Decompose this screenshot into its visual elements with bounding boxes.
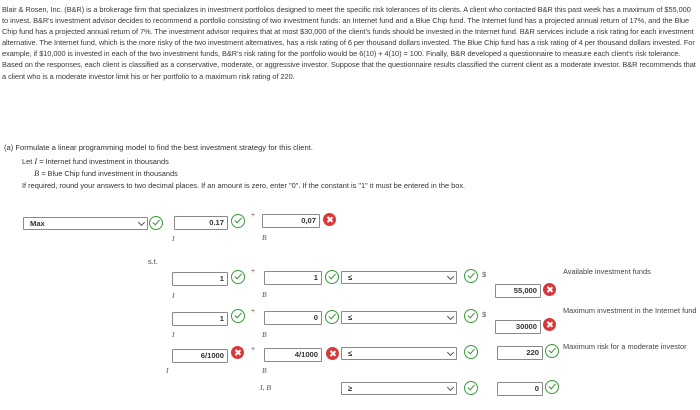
var-I-symbol: I [34,157,38,166]
plus-sign: + [251,308,256,315]
c2-var-B: B [262,330,267,339]
variable-definition-B [34,169,178,178]
objective-var-I: I [172,234,175,243]
check-icon [231,270,245,284]
check-icon [325,310,339,324]
check-icon [545,344,559,358]
var-B-symbol: B [34,169,40,178]
instructions: If required, round your answers to two decimal places. If an amount is zero, enter "0". If the constant is "1" it must be entered in the box. [22,181,466,190]
c3-note: Maximum risk for a moderate investor [563,342,687,351]
incorrect-icon [543,283,556,296]
nonneg-relation-select[interactable] [341,382,457,395]
objective-var-B: B [262,233,267,242]
nonneg-rhs-input[interactable]: 0 [497,382,543,396]
c3-var-I: I [166,366,169,375]
check-icon [464,381,478,395]
problem-statement: Blair & Rosen, Inc. (B&R) is a brokerage firm that specializes in investment portfolios designed to meet the specific risk tolerances of its clients. A client who contacted B&R this past week has a maximum of $55,000 to invest. B&R's investment advisor decides to recommend a portfolio consisting of two investment funds: an Internet fund and a Blue Chip fund. The Internet fund has a projected annual return of 17%, and the Blue Chip fund has a projected annual return of 7%. The investment advisor requires that at most $30,000 of the client's funds should be invested in the Internet fund. B&R services include a risk rating for each investment alternative. The Internet fund, which is the more risky of the two investment alternatives, has a risk rating of 6 per thousand dollars invested. The Blue Chip fund has a risk rating of 4 per thousand dollars invested. For example, if $10,000 is invested in each of the two investment funds, B&R's risk rating for the portfolio would be 6(10) + 4(10) = 100. Finally, B&R developed a questionnaire to measure each client's risk tolerance. Based on the responses, each client is classified as a conservative, moderate, or aggressive investor. Suppose that the questionnaire results classified the current client as a moderate investor. B&R recommends that a client who is a moderate investor limit his or her portfolio to a maximum risk rating of 220. [2,5,696,81]
dollar-sign: $ [482,310,487,319]
c1-rhs-input[interactable]: 55,000 [495,284,541,298]
c2-coef-B-input[interactable]: 0 [264,311,322,325]
plus-sign: + [251,212,256,219]
c3-relation-value: ≤ [348,349,353,358]
chevron-down-icon [447,313,454,320]
incorrect-icon [543,318,556,331]
def-I-text: = Internet fund investment in thousands [39,157,169,166]
objective-sense-select[interactable] [23,217,148,230]
c1-coef-I-input[interactable]: 1 [172,272,228,286]
c3-coef-I-input[interactable]: 6/1000 [172,349,228,363]
c2-var-I: I [172,330,175,339]
c2-coef-I-input[interactable]: 1 [172,312,228,326]
objective-coef-I-input[interactable]: 0.17 [174,216,228,230]
c1-var-I: I [172,291,175,300]
check-icon [325,270,339,284]
c3-coef-B-input[interactable]: 4/1000 [264,348,322,362]
part-a-title: (a) Formulate a linear programming model to find the best investment strategy for this client. [4,143,313,152]
check-icon [545,380,559,394]
plus-sign: + [251,346,256,353]
subject-to-label: s.t. [148,257,158,266]
def-B-text: = Blue Chip fund investment in thousands [41,169,178,178]
c3-relation-select[interactable] [341,347,457,360]
chevron-down-icon [447,384,454,391]
c1-var-B: B [262,290,267,299]
c3-var-B: B [262,366,267,375]
check-icon [464,345,478,359]
c3-rhs-input[interactable]: 220 [497,346,543,360]
objective-coef-B-input[interactable]: 0,07 [262,214,320,228]
c2-relation-value: ≤ [348,313,353,322]
plus-sign: + [251,268,256,275]
check-icon [464,309,478,323]
incorrect-icon [326,347,339,360]
c1-note: Available investment funds [563,267,651,276]
c1-relation-select[interactable] [341,271,457,284]
check-icon [149,216,163,230]
check-icon [231,214,245,228]
c2-relation-select[interactable] [341,311,457,324]
variable-definition-I [22,157,169,166]
chevron-down-icon [447,273,454,280]
c1-coef-B-input[interactable]: 1 [264,271,322,285]
check-icon [464,269,478,283]
let-label: Let [22,157,33,166]
c2-rhs-input[interactable]: 30000 [495,320,541,334]
dollar-sign: $ [482,270,487,279]
incorrect-icon [231,346,244,359]
objective-sense-value: Max [30,219,45,228]
incorrect-icon [323,213,336,226]
chevron-down-icon [447,349,454,356]
nonneg-vars: I, B [260,383,271,392]
c2-note: Maximum investment in the Internet fund [563,306,697,315]
check-icon [231,309,245,323]
c1-relation-value: ≤ [348,273,353,282]
nonneg-relation-value: ≥ [348,384,353,393]
chevron-down-icon [138,219,145,226]
